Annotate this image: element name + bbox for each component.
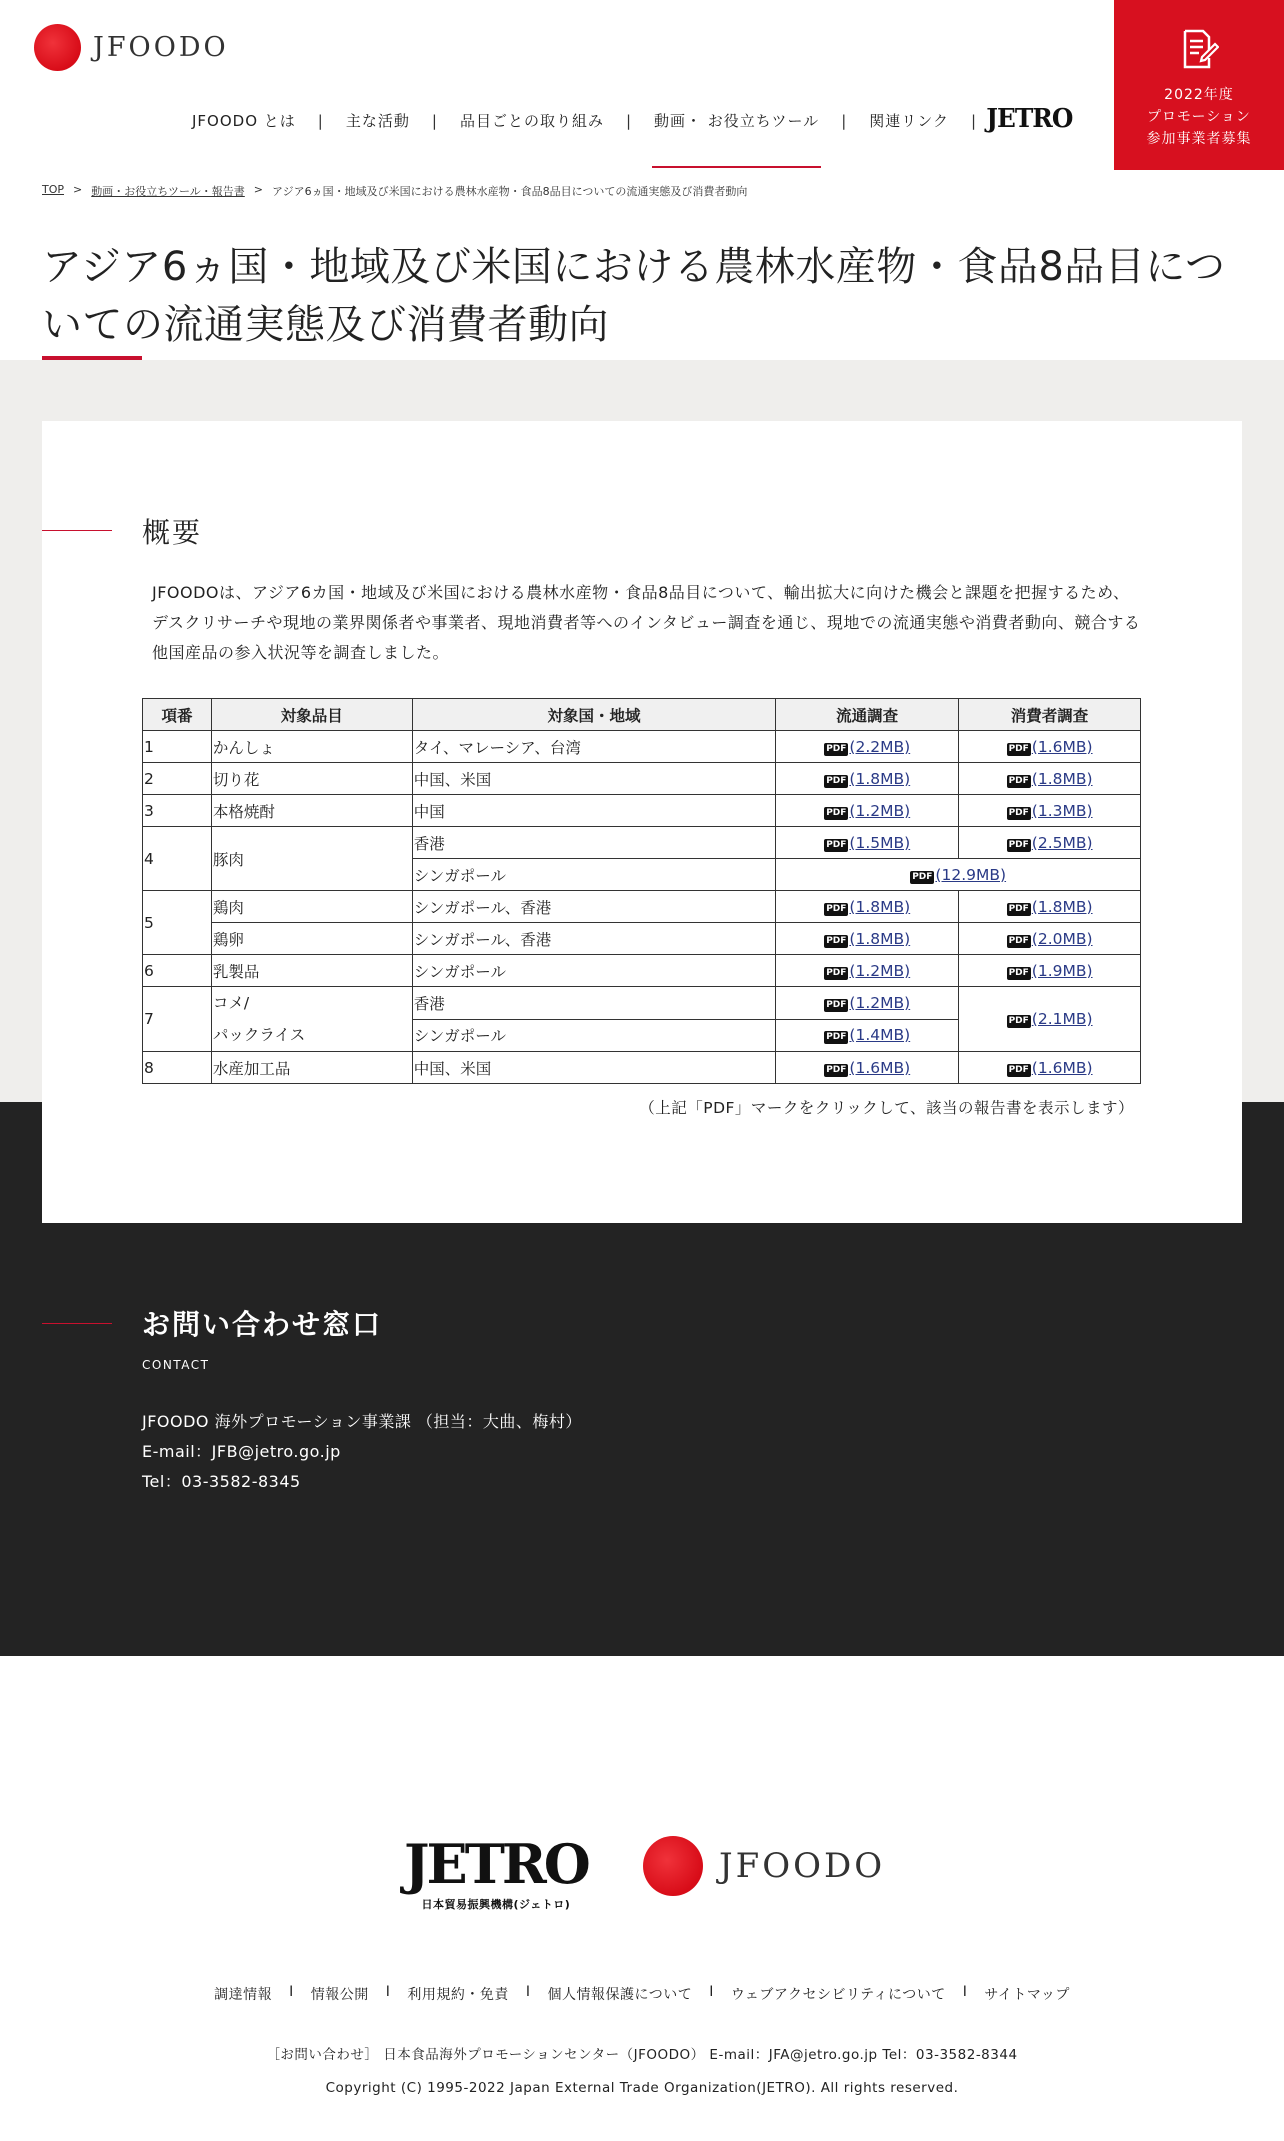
header-distribution: 流通調査 [776,699,959,731]
cell-item: 鶏卵 [211,923,412,955]
cell-region: シンガポール、香港 [412,891,776,923]
cell-number: 3 [143,795,212,827]
pdf-icon: PDF [1008,807,1029,818]
pdf-icon: PDF [826,935,847,946]
cell-region: 香港 [412,827,776,859]
cell-number: 6 [143,955,212,987]
pdf-icon: PDF [826,743,847,754]
cell-item: 水産加工品 [211,1052,412,1084]
footer-link-privacy[interactable]: 個人情報保護について [547,1987,693,2003]
pdf-link[interactable] [1007,1010,1093,1028]
report-table [142,698,1141,1084]
breadcrumb [42,183,747,199]
pdf-link[interactable] [1007,930,1093,948]
footer-link-accessibility[interactable]: ウェブアクセシビリティについて [730,1987,946,2003]
pdf-icon: PDF [826,1032,847,1043]
pdf-link[interactable] [824,994,910,1012]
pdf-size: (1.5MB) [849,833,911,852]
promo-line3: 参加事業者募集 [1146,131,1252,147]
footer-contact: ［お問い合わせ］ 日本食品海外プロモーションセンター（JFOODO） E-mail：JFA@jetro.go.jp Tel：03-3582-8344 [266,2047,1018,2063]
pdf-icon: PDF [826,999,847,1010]
pdf-icon: PDF [1008,967,1029,978]
breadcrumb-videos-tools[interactable]: 動画・お役立ちツール・報告書 [91,185,245,198]
table-row [143,987,1141,1020]
contact-info [142,1407,582,1497]
pdf-size: (1.2MB) [849,993,911,1012]
header-consumer: 消費者調査 [959,699,1141,731]
pdf-link[interactable] [1007,834,1093,852]
pdf-icon: PDF [1008,743,1029,754]
nav-separator: | [625,111,633,130]
pdf-link[interactable] [824,1026,910,1044]
cell-region: シンガポール、香港 [412,923,776,955]
table-row [143,731,1141,763]
cell-region: シンガポール [412,955,776,987]
breadcrumb-separator: > [73,183,83,196]
page-title: アジア6ヵ国・地域及び米国における農林水産物・食品8品目についての流通実態及び消費者動向 [42,244,1226,348]
nav-separator: | [841,111,848,130]
cell-region: 香港 [412,987,776,1020]
pdf-size: (1.4MB) [849,1026,911,1045]
pdf-icon: PDF [1008,839,1029,850]
cell-consumer [959,891,1141,923]
breadcrumb-current: アジア6ヵ国・地域及び米国における農林水産物・食品8品目についての流通実態及び消費者動向 [272,185,748,198]
cell-distribution [776,795,959,827]
cell-item: かんしょ [211,731,412,763]
section-accent-line [42,530,112,531]
nav-activities[interactable]: 主な活動 [345,112,410,130]
nav-products[interactable]: 品目ごとの取り組み [459,112,604,130]
pdf-link[interactable] [910,866,1006,884]
cell-number: 5 [143,891,212,955]
pdf-size: (12.9MB) [935,865,1007,884]
pdf-size: (1.8MB) [849,769,911,788]
footer-link-terms[interactable]: 利用規約・免責 [407,1987,509,2003]
footer-link-sitemap[interactable]: サイトマップ [984,1987,1070,2003]
nav-separator: | [970,111,978,130]
breadcrumb-top[interactable]: TOP [42,183,65,196]
cell-number: 4 [143,827,212,891]
copyright: Copyright (C) 1995-2022 Japan External Trade Organization(JETRO). All rights reserved. [325,2080,959,2096]
breadcrumb-separator: > [253,183,264,196]
pdf-size: (2.2MB) [849,737,911,756]
pdf-icon: PDF [1008,903,1029,914]
contact-email: E-mail：JFB@jetro.go.jp [142,1442,341,1461]
pdf-link[interactable] [824,962,910,980]
pdf-icon: PDF [1008,775,1029,786]
cell-item: 鶏肉 [211,891,412,923]
nav-related-links[interactable]: 関連リンク [869,112,949,130]
pdf-link[interactable] [824,898,910,916]
cell-number: 2 [143,763,212,795]
pdf-size: (1.6MB) [849,1058,911,1077]
red-sun-logo-mark [34,24,81,71]
overview-intro: JFOODOは、アジア6カ国・地域及び米国における農林水産物・食品8品目について、輸出拡大に向けた機会と課題を把握するため、デスクリサーチや現地の業界関係者や事業者、現地消費者等へのインタビュー調査を通じ、現地での流通実態や消費者動向、競合する他国産品の参入状況等を調査しました。 [152,583,1141,662]
pdf-link[interactable] [1007,1059,1093,1077]
jfoodo-wordmark: JFOODO [719,1846,886,1886]
footer-link-procurement[interactable]: 調達情報 [214,1987,273,2003]
footer-link-separator: I [525,1984,531,2000]
promo-line2: プロモーション [1147,109,1251,125]
pdf-link[interactable] [824,738,910,756]
cell-distribution [776,1052,959,1084]
item-line: コメ/ [212,994,250,1012]
cell-region: シンガポール [412,859,776,891]
pdf-icon: PDF [912,871,933,882]
table-row [143,891,1141,923]
pdf-size: (2.0MB) [1031,929,1093,948]
contact-heading: お問い合わせ窓口 [142,1308,383,1341]
cell-region: 中国 [412,795,776,827]
header-region: 対象国・地域 [412,699,776,731]
pdf-icon: PDF [826,775,847,786]
jetro-logo[interactable]: JETRO [986,104,1073,134]
table-note: （上記「PDF」マークをクリックして、該当の報告書を表示します） [639,1099,1134,1117]
pdf-link[interactable] [824,770,910,788]
promo-line1: 2022年度 [1164,87,1234,103]
nav-separator: | [431,111,438,130]
cell-distribution [776,955,959,987]
pdf-link[interactable] [824,802,910,820]
pdf-size: (1.8MB) [1031,897,1093,916]
red-sun-logo-mark [643,1836,703,1896]
cell-consumer [959,955,1141,987]
pdf-icon: PDF [826,967,847,978]
cell-consumer [959,795,1141,827]
jetro-subtitle: 日本貿易振興機構(ジェトロ) [421,1898,571,1911]
item-line: パックライス [212,1026,306,1044]
cell-item: 乳製品 [211,955,412,987]
cell-item [211,987,412,1052]
pdf-link[interactable] [824,930,910,948]
contact-tel: Tel：03-3582-8345 [142,1472,301,1491]
footer-link-disclosure[interactable]: 情報公開 [310,1987,369,2003]
table-row [143,795,1141,827]
contact-department: JFOODO 海外プロモーション事業課 （担当：大曲、梅村） [142,1412,582,1431]
nav-videos-tools[interactable]: 動画・ お役立ちツール [654,112,820,130]
pdf-size: (1.8MB) [849,897,911,916]
footer-link-separator: I [385,1984,391,2000]
site-header [0,0,1284,172]
jfoodo-logo[interactable] [34,24,229,71]
pdf-size: (1.6MB) [1031,737,1093,756]
cell-number: 1 [143,731,212,763]
pdf-size: (1.8MB) [849,929,911,948]
contact-accent-line [42,1323,112,1324]
nav-separator: | [317,111,324,130]
pdf-size: (1.2MB) [849,961,911,980]
pdf-icon: PDF [1008,935,1029,946]
pdf-size: (2.1MB) [1031,1010,1093,1028]
cell-distribution [776,891,959,923]
cell-number: 8 [143,1052,212,1084]
cell-item: 切り花 [211,763,412,795]
jetro-wordmark: JETRO [404,1832,588,1896]
pdf-icon: PDF [1008,1016,1029,1026]
pdf-size: (2.5MB) [1031,833,1093,852]
cell-consumer [959,987,1141,1052]
contact-subheading: CONTACT [142,1358,210,1372]
cell-consumer [959,923,1141,955]
cell-number: 7 [143,987,212,1052]
promotion-recruit-banner[interactable] [1114,0,1284,170]
footer-jfoodo-logo[interactable] [643,1836,885,1896]
cell-distribution [776,923,959,955]
cell-distribution [776,827,959,859]
table-row [143,827,1141,859]
pdf-size: (1.2MB) [849,801,911,820]
pdf-link[interactable] [1007,962,1093,980]
main-nav [192,110,999,131]
logo-text: JFOODO [93,32,229,63]
footer-link-separator: I [709,1984,714,2000]
pdf-link[interactable] [1007,738,1093,756]
table-row [143,923,1141,955]
document-edit-icon [1179,28,1219,70]
header-number: 項番 [143,699,212,731]
table-row [143,955,1141,987]
cell-consumer [959,763,1141,795]
pdf-link[interactable] [824,1059,910,1077]
table-header-row [143,699,1141,731]
pdf-link[interactable] [1007,898,1093,916]
cell-distribution [776,731,959,763]
footer-jetro-logo[interactable] [404,1832,588,1912]
cell-item: 豚肉 [211,827,412,891]
cell-region: 中国、米国 [412,763,776,795]
pdf-icon: PDF [826,1064,847,1075]
cell-consumer [959,731,1141,763]
pdf-link[interactable] [1007,770,1093,788]
pdf-size: (1.9MB) [1031,961,1093,980]
cell-combined-report [776,859,1141,891]
pdf-icon: PDF [826,903,847,914]
pdf-link[interactable] [1007,802,1093,820]
cell-item: 本格焼酎 [211,795,412,827]
pdf-icon: PDF [826,807,847,818]
cell-consumer [959,827,1141,859]
table-row [143,1052,1141,1084]
header-item: 対象品目 [211,699,412,731]
pdf-icon: PDF [826,839,847,850]
cell-region: タイ、マレーシア、台湾 [412,731,776,763]
table-row [143,763,1141,795]
pdf-size: (1.8MB) [1031,769,1093,788]
nav-about[interactable]: JFOODO とは [192,112,296,130]
pdf-icon: PDF [1008,1064,1029,1075]
pdf-size: (1.3MB) [1031,801,1093,820]
cell-distribution [776,987,959,1020]
pdf-size: (1.6MB) [1031,1058,1093,1077]
cell-region: シンガポール [412,1019,776,1052]
footer-links [0,1984,1284,2004]
overview-heading: 概要 [142,516,203,549]
pdf-link[interactable] [824,834,910,852]
cell-consumer [959,1052,1141,1084]
cell-region: 中国、米国 [412,1052,776,1084]
cell-distribution [776,1019,959,1052]
footer-link-separator: I [289,1984,294,2000]
cell-distribution [776,763,959,795]
footer-link-separator: I [962,1984,968,2000]
